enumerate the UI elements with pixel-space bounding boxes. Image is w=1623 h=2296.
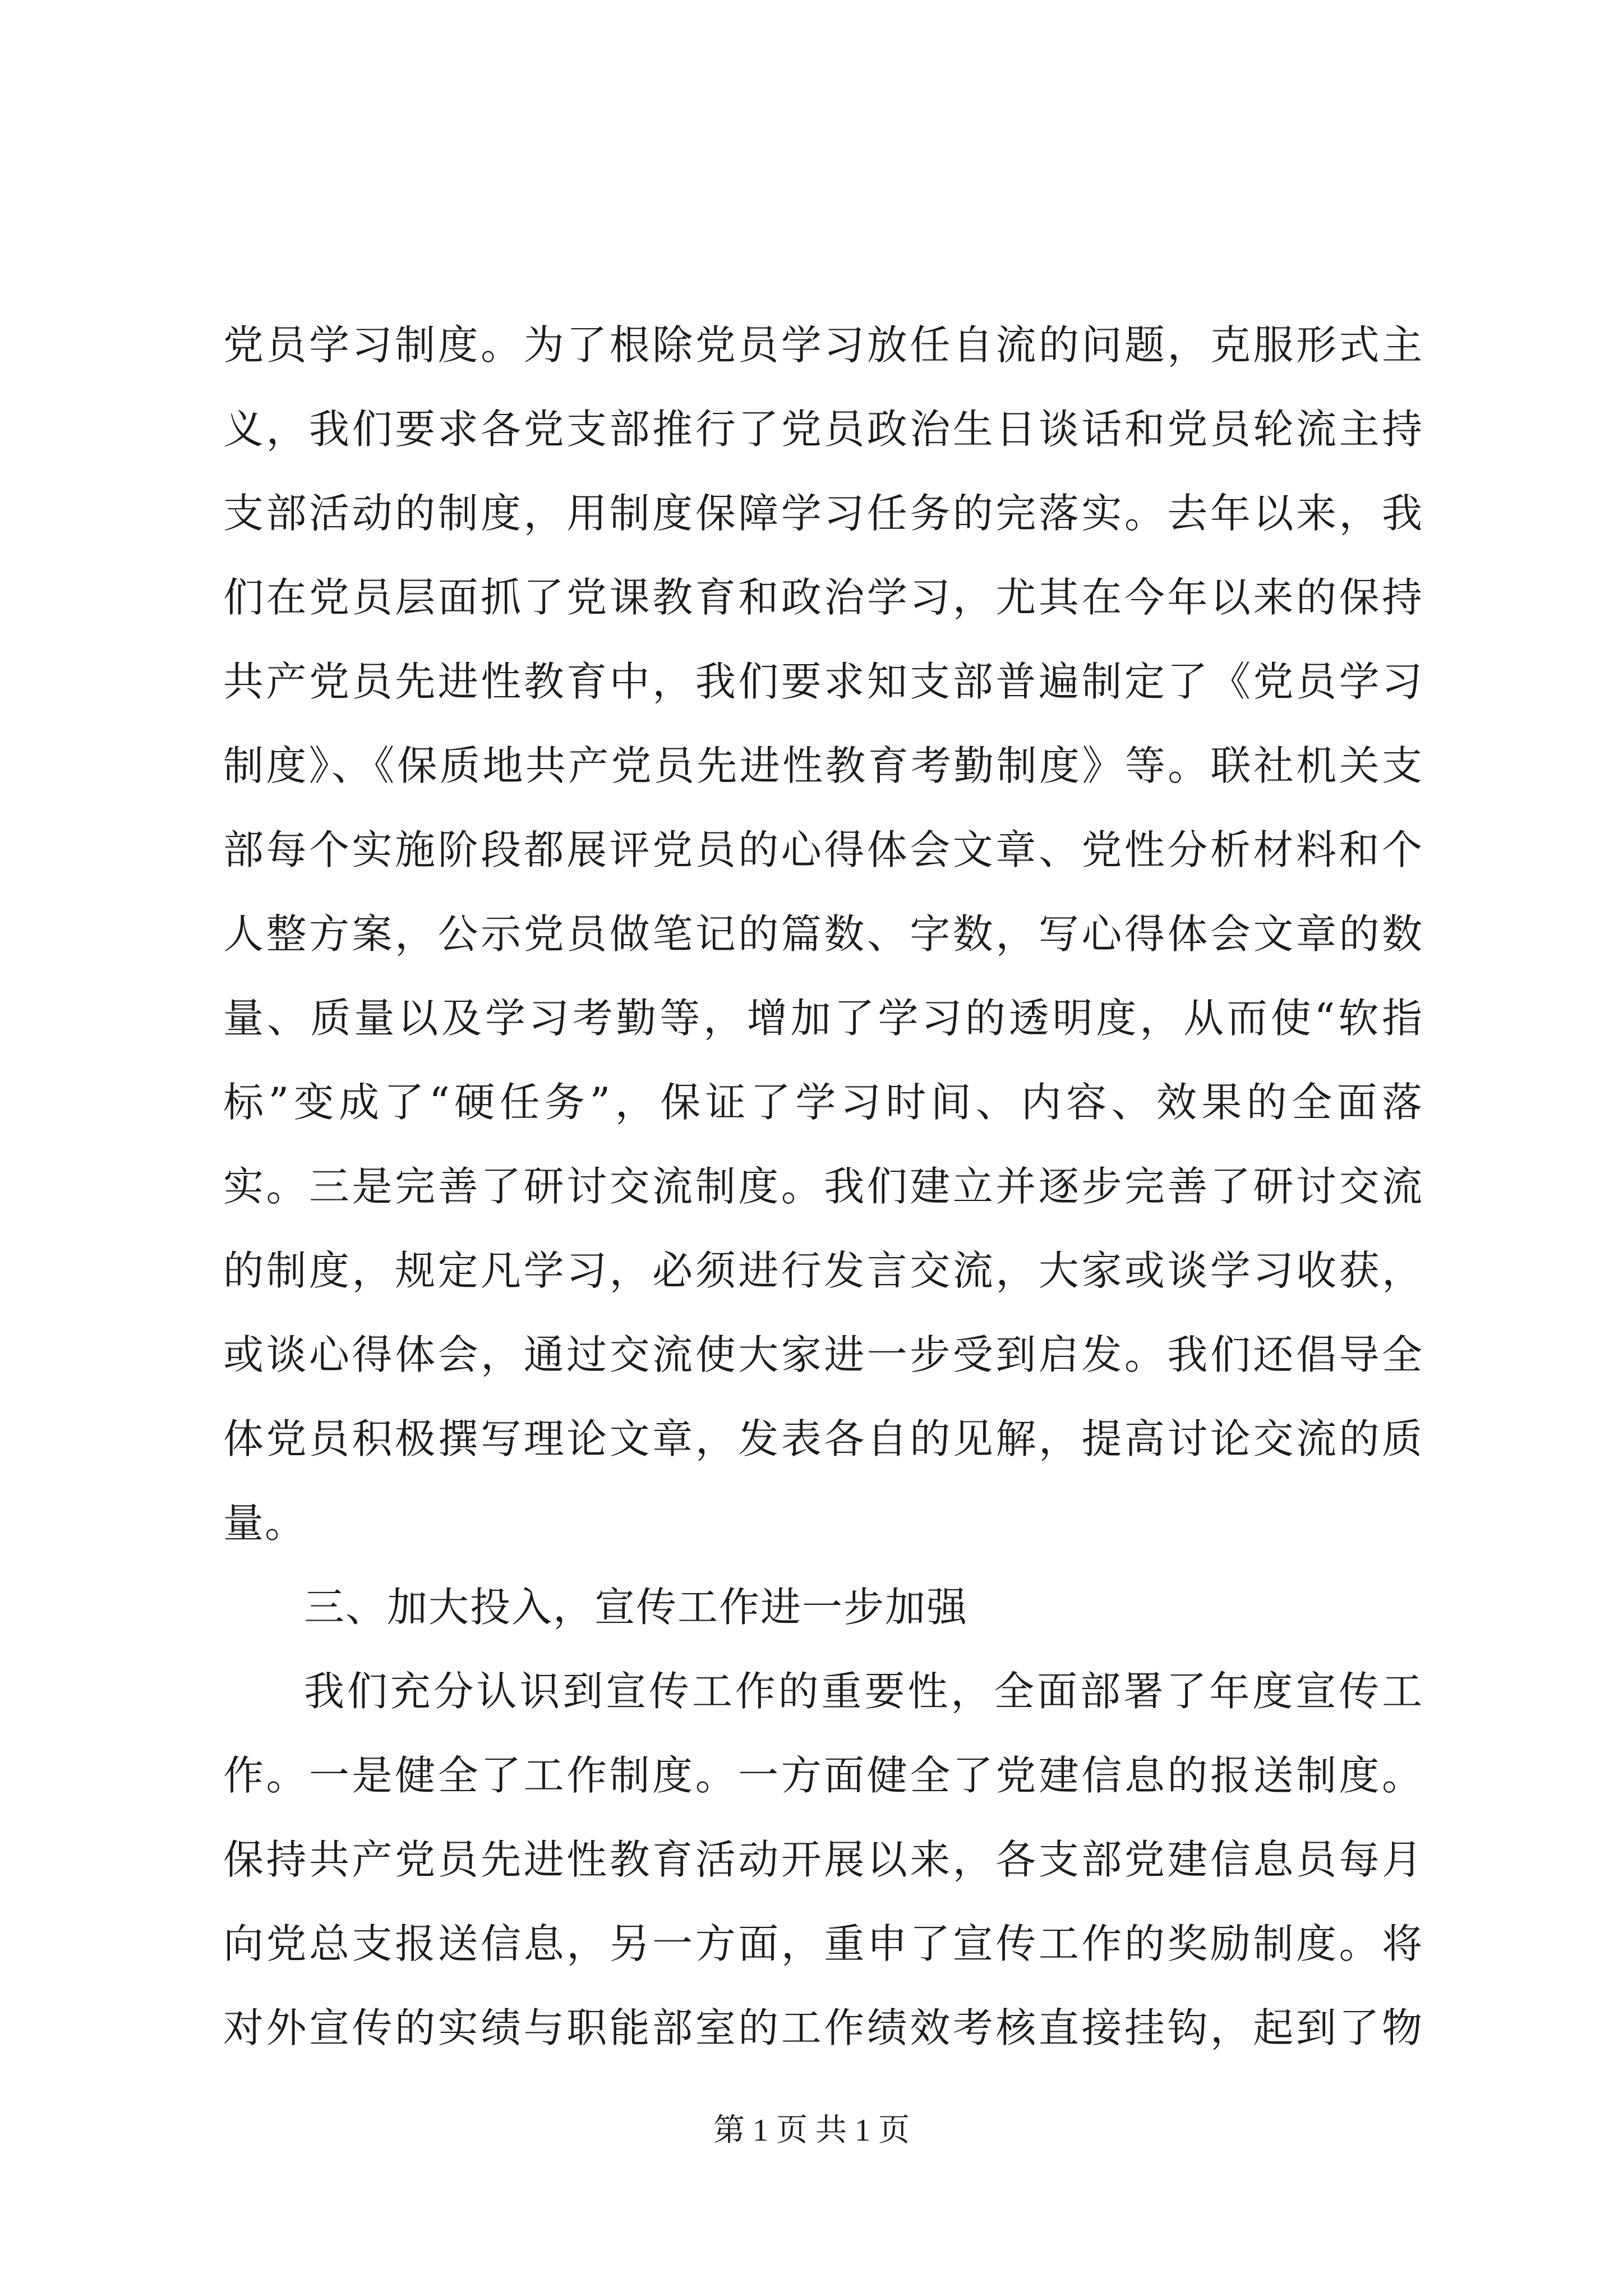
text-line: 保持共产党员先进性教育活动开展以来，各支部党建信息员每月 bbox=[223, 1836, 1423, 1883]
text-line: 体党员积极撰写理论文章，发表各自的见解，提高讨论交流的质 bbox=[223, 1415, 1423, 1462]
text-line: 部每个实施阶段都展评党员的心得体会文章、党性分析材料和个 bbox=[223, 826, 1423, 873]
text-line: 共产党员先进性教育中，我们要求知支部普遍制定了《党员学习 bbox=[223, 658, 1423, 705]
section-heading: 三、加大投入，宣传工作进一步加强 bbox=[304, 1584, 969, 1631]
page-number-label: 第 1 页 共 1 页 bbox=[713, 2113, 910, 2148]
text-line: 人整方案，公示党员做笔记的篇数、字数，写心得体会文章的数 bbox=[223, 910, 1423, 958]
text-line: 标”变成了“硬任务”，保证了学习时间、内容、效果的全面落 bbox=[223, 1079, 1423, 1126]
text-line: 作。一是健全了工作制度。一方面健全了党建信息的报送制度。 bbox=[223, 1752, 1423, 1799]
text-line: 量。 bbox=[223, 1499, 307, 1547]
text-line: 的制度，规定凡学习，必须进行发言交流，大家或谈学习收获， bbox=[223, 1247, 1423, 1294]
text-line: 对外宣传的实绩与职能部室的工作绩效考核直接挂钩，起到了物 bbox=[223, 2004, 1423, 2051]
text-line: 支部活动的制度，用制度保障学习任务的完落实。去年以来，我 bbox=[223, 490, 1423, 537]
text-line: 量、质量以及学习考勤等，增加了学习的透明度，从而使“软指 bbox=[223, 995, 1423, 1042]
text-line: 或谈心得体会，通过交流使大家进一步受到启发。我们还倡导全 bbox=[223, 1331, 1423, 1378]
text-line: 义，我们要求各党支部推行了党员政治生日谈话和党员轮流主持 bbox=[223, 406, 1423, 453]
page-footer bbox=[0, 2108, 1623, 2153]
document-body bbox=[223, 303, 1423, 2070]
text-line: 实。三是完善了研讨交流制度。我们建立并逐步完善了研讨交流 bbox=[223, 1163, 1423, 1210]
text-line: 向党总支报送信息，另一方面，重申了宣传工作的奖励制度。将 bbox=[223, 1920, 1423, 1967]
text-line: 们在党员层面抓了党课教育和政治学习，尤其在今年以来的保持 bbox=[223, 574, 1423, 621]
text-line: 党员学习制度。为了根除党员学习放任自流的问题，克服形式主 bbox=[223, 321, 1423, 369]
text-line: 制度》、《保质地共产党员先进性教育考勤制度》等。联社机关支 bbox=[223, 742, 1423, 789]
text-line: 我们充分认识到宣传工作的重要性，全面部署了年度宣传工 bbox=[304, 1668, 1423, 1715]
